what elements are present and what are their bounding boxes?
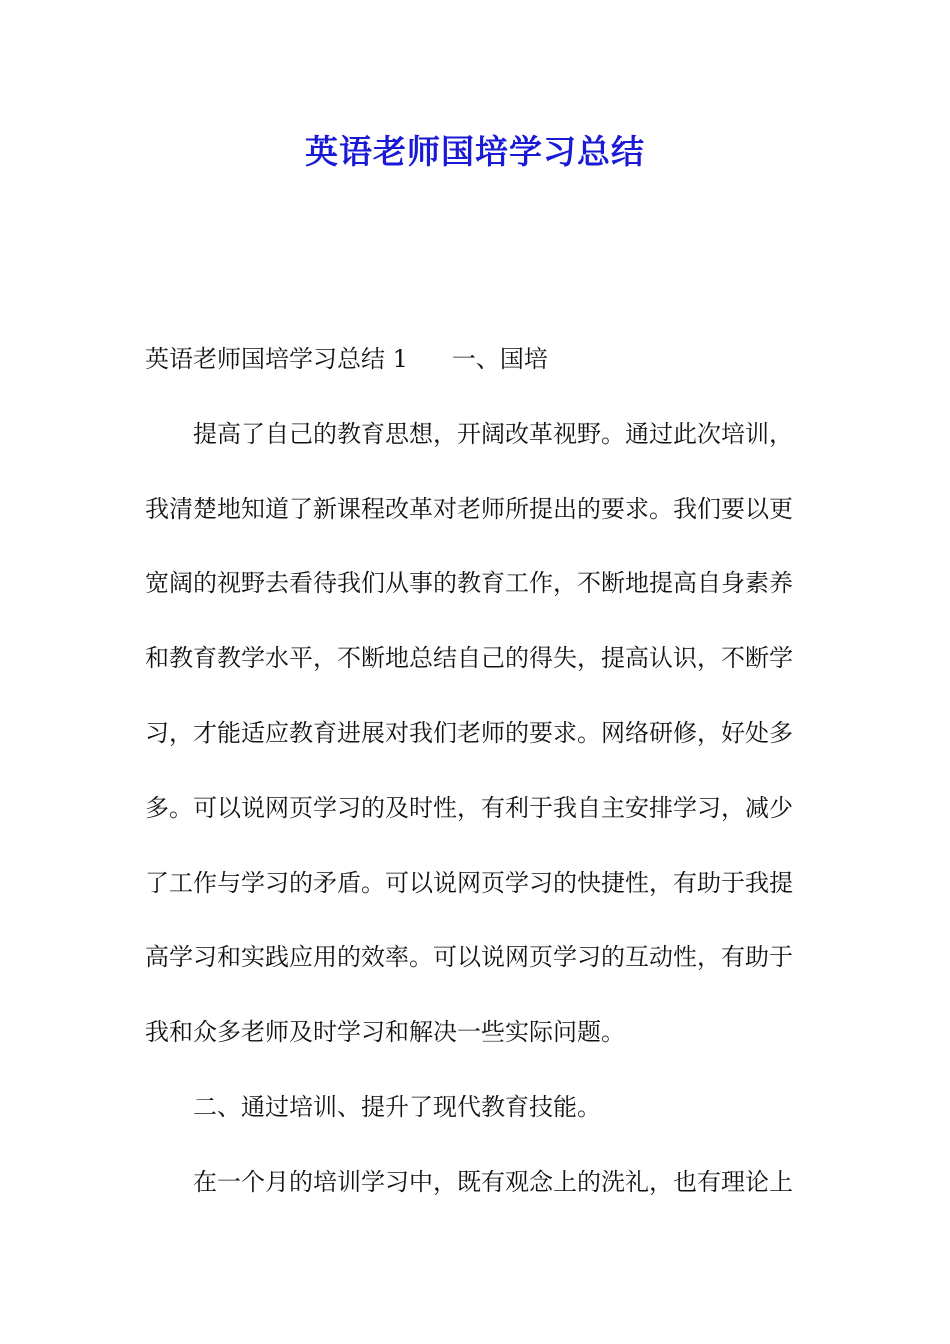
document-title: 英语老师国培学习总结 xyxy=(305,132,645,171)
paragraph-line: 提高了自己的教育思想，开阔改革视野。通过此次培训， xyxy=(193,419,793,448)
paragraph-line: 在一个月的培训学习中，既有观念上的洗礼，也有理论上 xyxy=(193,1167,793,1196)
heading-line-section: 一、国培 xyxy=(451,345,548,373)
document-body xyxy=(145,335,805,1233)
paragraph-line: 和教育教学水平，不断地总结自己的得失，提高认识，不断学 xyxy=(145,644,793,673)
paragraph-line: 高学习和实践应用的效率。可以说网页学习的互动性，有助于 xyxy=(145,943,793,972)
paragraph-line: 习，才能适应教育进展对我们老师的要求。网络研修，好处多 xyxy=(145,718,793,747)
paragraph-line: 多。可以说网页学习的及时性，有利于我自主安排学习，减少 xyxy=(145,793,793,822)
paragraph-line: 我和众多老师及时学习和解决一些实际问题。 xyxy=(145,1018,625,1047)
heading-line-title: 英语老师国培学习总结 1 xyxy=(145,345,408,373)
heading-line xyxy=(145,335,805,410)
paragraph-line: 宽阔的视野去看待我们从事的教育工作，不断地提高自身素养 xyxy=(145,569,793,598)
section-heading: 二、通过培训、提升了现代教育技能。 xyxy=(193,1092,601,1121)
paragraph-line: 了工作与学习的矛盾。可以说网页学习的快捷性，有助于我提 xyxy=(145,868,793,897)
paragraph-line: 我清楚地知道了新课程改革对老师所提出的要求。我们要以更 xyxy=(145,494,793,523)
